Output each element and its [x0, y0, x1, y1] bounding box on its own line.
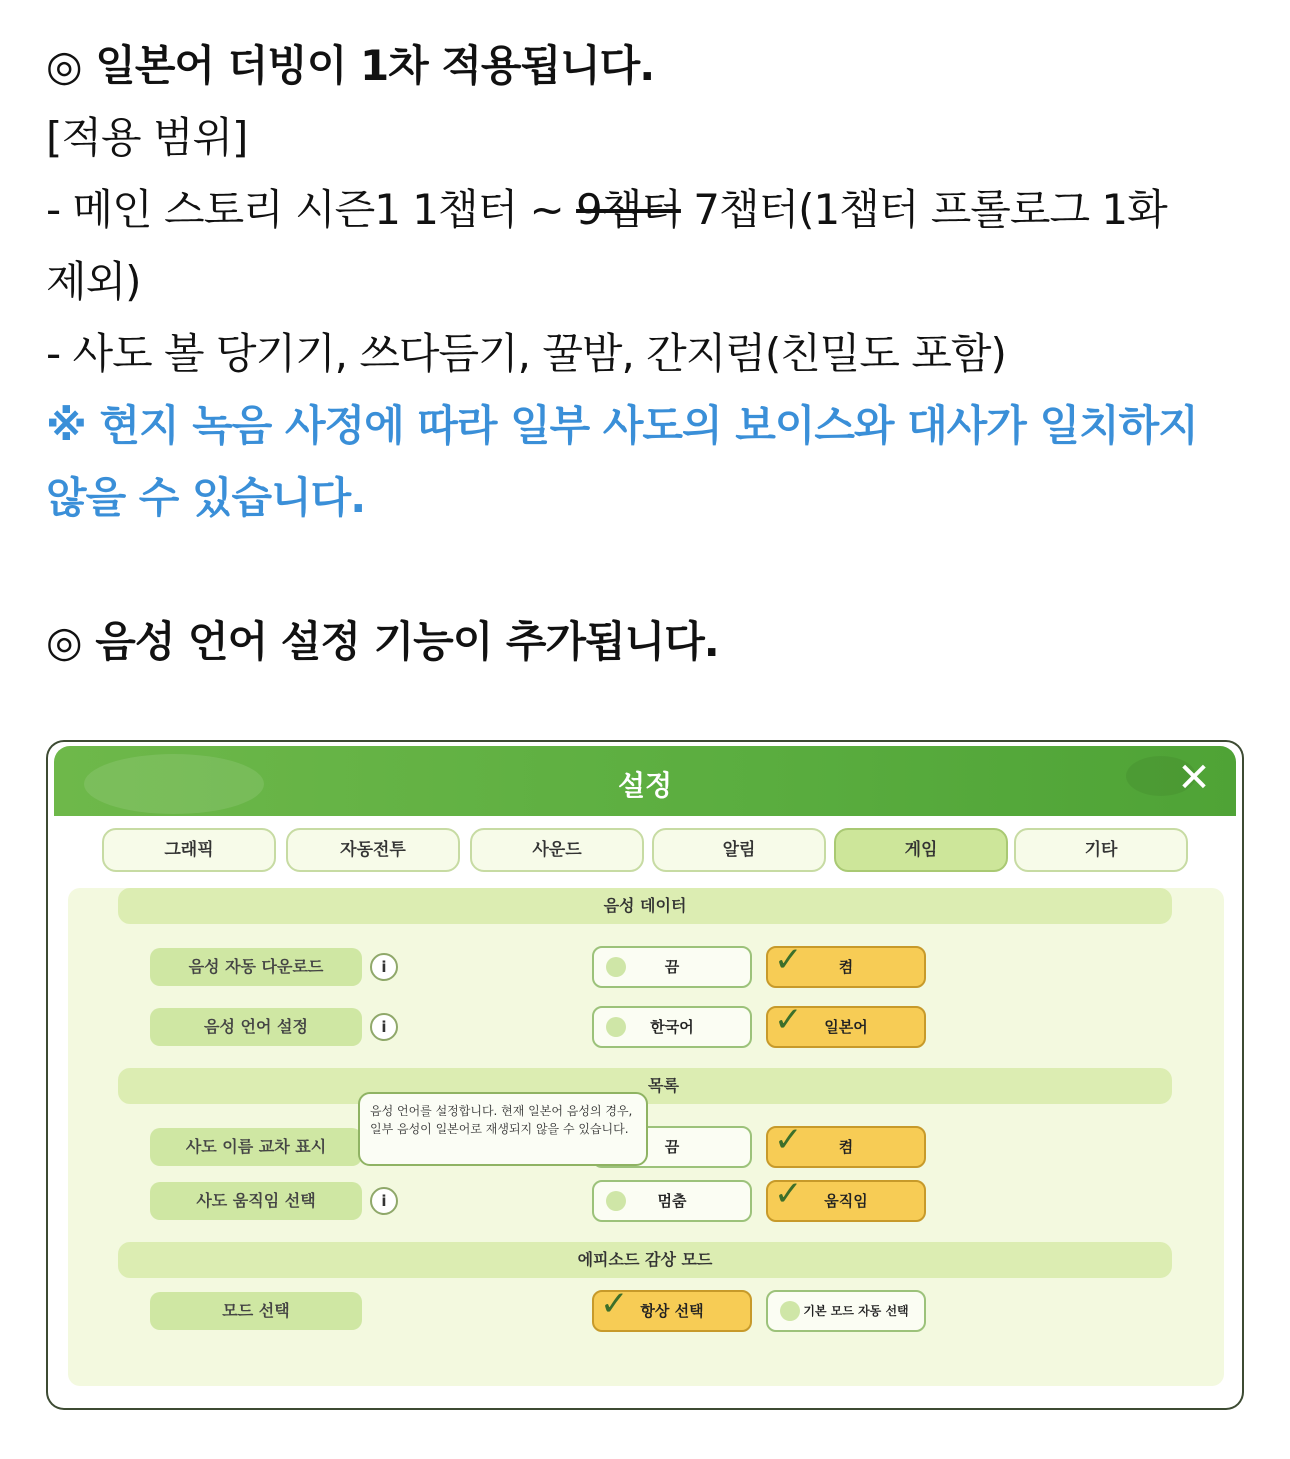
- radio-dot-icon: [780, 1301, 800, 1321]
- scope-line-1-cont: 제외): [46, 257, 141, 306]
- option-label: 한국어: [650, 1018, 694, 1036]
- scope-line-1-suffix: 7챕터(1챕터 프롤로그 1화: [680, 185, 1167, 234]
- scope-line-1-struck: 9챕터: [576, 185, 681, 234]
- option-label: 켬: [838, 958, 854, 976]
- check-icon: ✓: [774, 940, 803, 980]
- tab-auto-battle[interactable]: 자동전투: [286, 828, 460, 872]
- label-name-alternate: 사도 이름 교차 표시: [150, 1128, 362, 1166]
- close-icon[interactable]: ✕: [1177, 755, 1211, 801]
- check-icon: ✓: [600, 1284, 629, 1324]
- radio-dot-icon: [606, 957, 626, 977]
- radio-dot-icon: [606, 1017, 626, 1037]
- tab-graphics[interactable]: 그래픽: [102, 828, 276, 872]
- check-icon: ✓: [774, 1120, 803, 1160]
- label-mode-select: 모드 선택: [150, 1292, 362, 1330]
- radio-dot-icon: [606, 1191, 626, 1211]
- window-title: 설정: [617, 769, 673, 802]
- section-episode-mode: 에피소드 감상 모드: [118, 1242, 1172, 1278]
- info-icon[interactable]: i: [370, 1187, 398, 1215]
- scope-line-2: - 사도 볼 당기기, 쓰다듬기, 꿀밤, 간지럼(친밀도 포함): [46, 329, 1006, 378]
- section-voice-data: 음성 데이터: [118, 888, 1172, 924]
- option-label: 끔: [664, 958, 680, 976]
- mode-default-auto-button[interactable]: [766, 1290, 926, 1332]
- option-label: 켬: [838, 1138, 854, 1156]
- info-icon[interactable]: i: [370, 953, 398, 981]
- heading-japanese-dubbing: ◎ 일본어 더빙이 1차 적용됩니다.: [46, 41, 655, 90]
- option-label: 기본 모드 자동 선택: [803, 1304, 909, 1318]
- voice-language-japanese-button[interactable]: [766, 1000, 926, 1048]
- tab-sound[interactable]: 사운드: [470, 828, 644, 872]
- voice-language-korean-button[interactable]: [592, 1006, 752, 1048]
- check-icon: ✓: [774, 1174, 803, 1214]
- mode-always-select-button[interactable]: [592, 1284, 752, 1332]
- option-label: 움직임: [824, 1192, 868, 1210]
- label-motion: 사도 움직임 선택: [150, 1182, 362, 1220]
- tab-etc[interactable]: 기타: [1014, 828, 1188, 872]
- name-alternate-on-button[interactable]: [766, 1120, 926, 1168]
- label-voice-language: 음성 언어 설정: [150, 1008, 362, 1046]
- auto-download-on-button[interactable]: [766, 940, 926, 988]
- patch-notice: [46, 30, 1246, 534]
- section-list: 목록: [118, 1068, 1172, 1104]
- heading-voice-language: ◎ 음성 언어 설정 기능이 추가됩니다.: [46, 617, 719, 666]
- settings-window: [46, 740, 1244, 1410]
- warning-line-1: ※ 현지 녹음 사정에 따라 일부 사도의 보이스와 대사가 일치하지: [46, 401, 1198, 450]
- option-label: 항상 선택: [640, 1302, 704, 1320]
- option-label: 일본어: [824, 1018, 868, 1036]
- label-auto-download: 음성 자동 다운로드: [150, 948, 362, 986]
- tab-notifications[interactable]: 알림: [652, 828, 826, 872]
- scope-line-1-prefix: - 메인 스토리 시즌1 1챕터 ~: [46, 185, 577, 234]
- warning-line-2: 않을 수 있습니다.: [46, 473, 366, 522]
- window-titlebar: [54, 746, 1236, 816]
- motion-stop-button[interactable]: [592, 1180, 752, 1222]
- info-icon[interactable]: i: [370, 1013, 398, 1041]
- option-label: 끔: [664, 1138, 680, 1156]
- auto-download-off-button[interactable]: [592, 946, 752, 988]
- voice-language-tooltip: 음성 언어를 설정합니다. 현재 일본어 음성의 경우, 일부 음성이 일본어로 재생되지 않을 수 있습니다.: [358, 1092, 648, 1166]
- motion-move-button[interactable]: [766, 1174, 926, 1222]
- scope-title: [적용 범위]: [46, 113, 248, 162]
- check-icon: ✓: [774, 1000, 803, 1040]
- option-label: 멈춤: [657, 1192, 687, 1210]
- tab-game[interactable]: 게임: [834, 828, 1008, 872]
- scope-line-1: [46, 174, 1246, 246]
